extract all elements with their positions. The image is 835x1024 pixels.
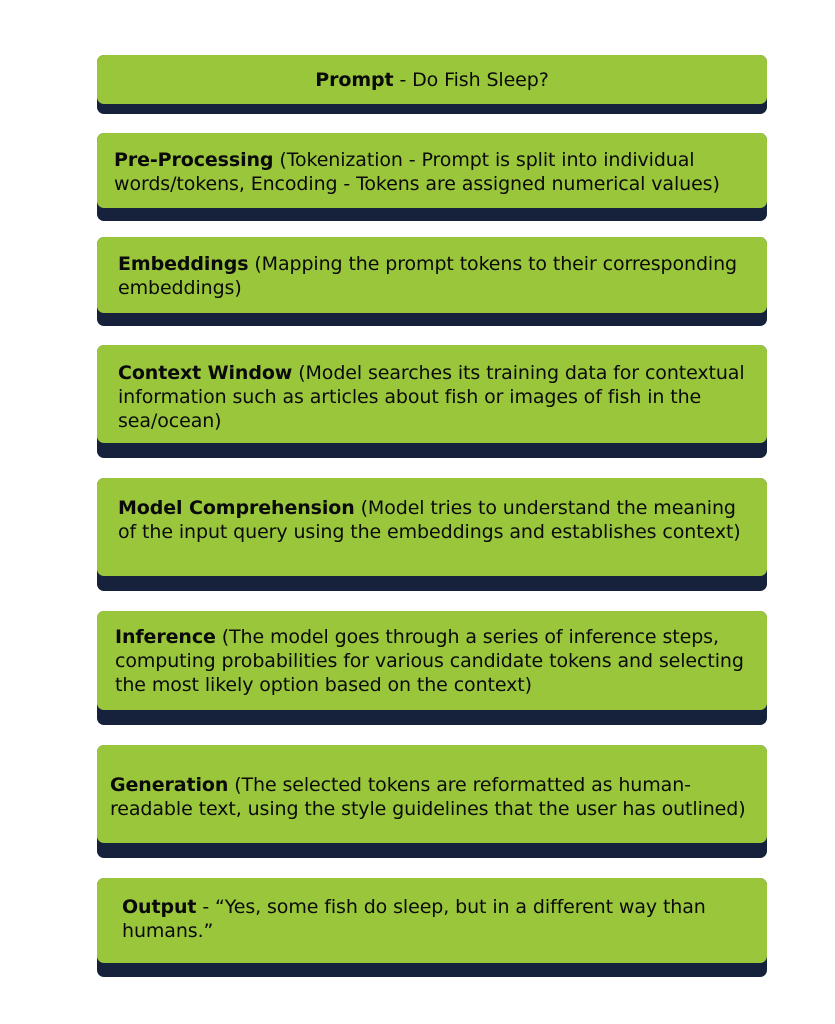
stage-embeddings-text: (Mapping the prompt tokens to their corresponding embeddings) — [118, 253, 738, 299]
stage-pre-processing-box — [97, 133, 767, 208]
stage-inference-box — [97, 611, 767, 710]
stage-pre-processing-text: (Tokenization - Prompt is split into individual words/tokens, Encoding - Tokens are assigned numerical values) — [114, 149, 720, 195]
stage-prompt-text: - Do Fish Sleep? — [393, 68, 549, 91]
stage-generation — [97, 745, 767, 858]
stage-context-window-box — [97, 345, 767, 443]
stage-prompt-title: Prompt — [315, 68, 394, 91]
stage-generation-text: (The selected tokens are reformatted as human-readable text, using the style guidelines that the user has outlined) — [110, 774, 746, 820]
stage-embeddings-box — [97, 237, 767, 313]
stage-context-window-title: Context Window — [118, 362, 293, 384]
stage-output-title: Output — [122, 896, 197, 918]
stage-model-comprehension-text: (Model tries to understand the meaning of the input query using the embeddings and establishes context) — [118, 497, 741, 543]
stage-context-window-text: (Model searches its training data for contextual information such as articles about fish or images of fish in the sea/ocean) — [118, 362, 745, 432]
stage-model-comprehension-title: Model Comprehension — [118, 497, 355, 519]
stage-embeddings-title: Embeddings — [118, 253, 249, 275]
stage-inference-text: (The model goes through a series of inference steps, computing probabilities for various candidate tokens and selecting the most likely option based on the context) — [115, 626, 744, 696]
stage-generation-box — [97, 745, 767, 843]
stage-model-comprehension-box — [97, 478, 767, 576]
stage-pre-processing-title: Pre-Processing — [114, 149, 274, 171]
stage-prompt-box — [97, 55, 767, 104]
stage-context-window — [97, 345, 767, 458]
stage-output-box — [97, 878, 767, 963]
stage-pre-processing — [97, 133, 767, 221]
stage-embeddings — [97, 237, 767, 326]
stage-inference — [97, 611, 767, 725]
stage-inference-title: Inference — [115, 626, 216, 648]
stage-output-text: - “Yes, some fish do sleep, but in a different way than humans.” — [122, 896, 706, 942]
stage-model-comprehension — [97, 478, 767, 591]
stage-prompt — [97, 55, 767, 114]
stage-generation-title: Generation — [110, 774, 229, 796]
stage-output — [97, 878, 767, 977]
